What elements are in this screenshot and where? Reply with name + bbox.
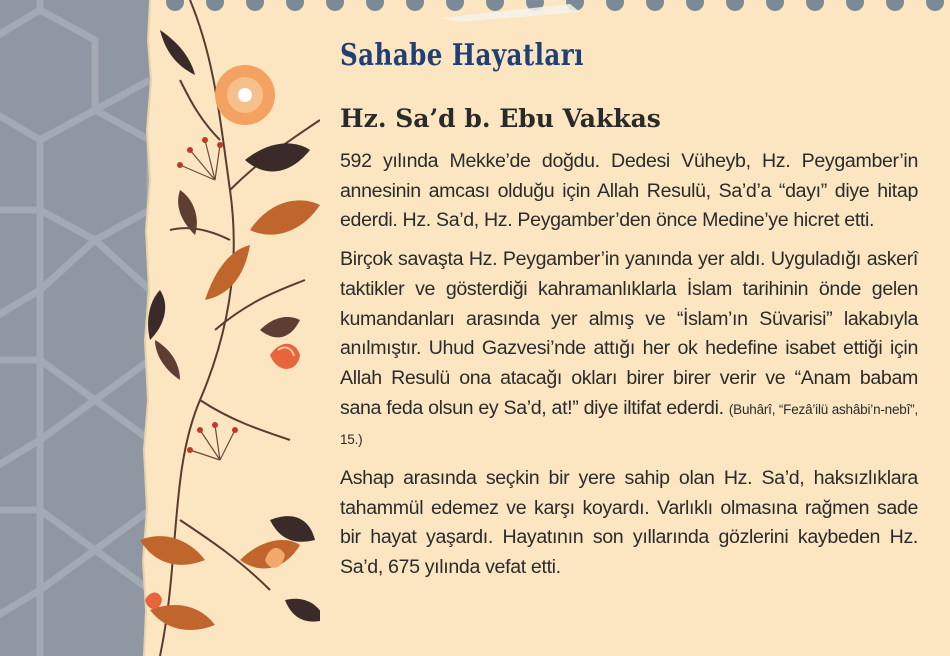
floral-vine-decoration — [120, 0, 320, 656]
paragraph-1: 592 yılında Mekke’de doğdu. Dedesi Vüheyb, Hz. Peygamber’in annesinin amcası olduğu için Allah Resulü, Sa’d’a “dayı” diye hitap ederdi. Hz. Sa’d, Hz. Peygamber’den önce Medine’ye hicret etti. — [340, 150, 918, 232]
article-body — [340, 147, 918, 592]
paragraph-3: Ashap arasında seçkin bir yere sahip olan Hz. Sa’d, haksızlıklara tahammül edemez ve karşı koyardı. Varlıklı olmasına rağmen sade bir hayat yaşardı. Hayatının son yıllarında gözlerini kaybeden Hz. Sa’d, 675 yılında vefat etti. — [340, 467, 918, 579]
section-title: Sahabe Hayatları — [340, 38, 584, 73]
paragraph-2 — [340, 245, 918, 455]
paragraph-2-text: Birçok savaşta Hz. Peygamber’in yanında yer aldı. Uyguladığı askerî taktikler ve gösterdiği kahramanlıklarla İslam tarihinin önde gelen kumandanları arasında yer almış ve “İslam’ın Süvarisi” lakabıyla anılmıştır. Uhud Gazvesi’nde attığı her ok hedefine isabet ettiği için Allah Resulü ona atacağı okları birer birer verir ve “Anam babam sana feda olsun ey Sa’d, at!” diye iltifat ederdi. — [340, 248, 918, 419]
citation: (Buhârî, “Fezâ’ilü ashâbi’n-nebî”, 15.) — [340, 401, 918, 448]
article-heading: Hz. Sa’d b. Ebu Vakkas — [340, 104, 661, 133]
